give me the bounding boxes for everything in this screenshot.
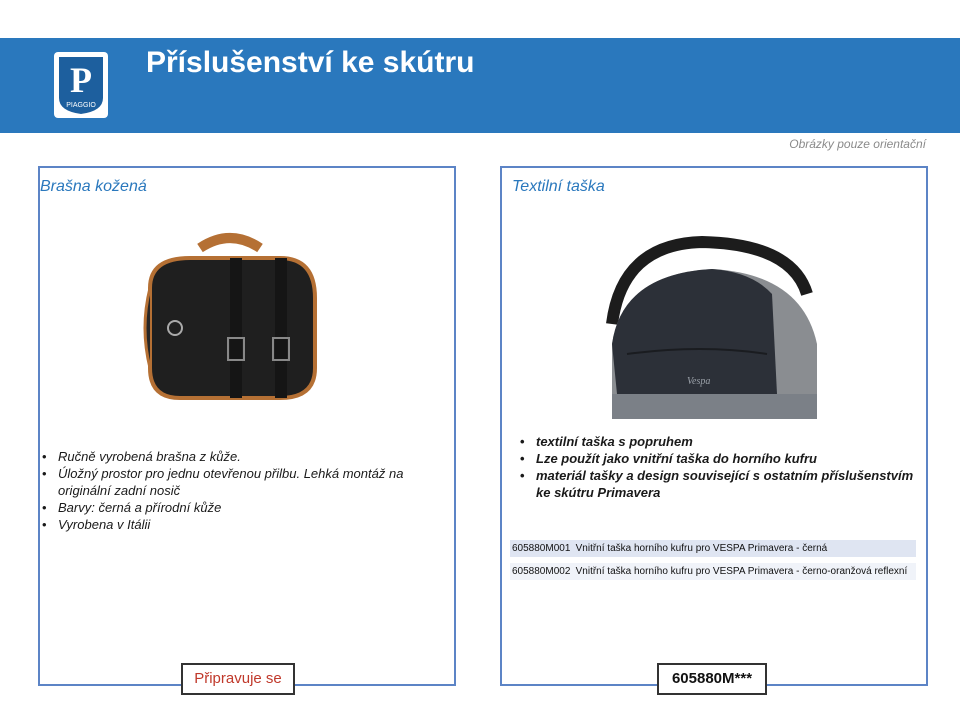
header-banner (0, 38, 960, 133)
feature-item: • Úložný prostor pro jednu otevřenou přilbu. Lehká montáž na originální zadní nosič (40, 465, 420, 499)
feature-item: • Ručně vyrobená brašna z kůže. (40, 448, 420, 465)
product-code: 605880M001 (510, 540, 574, 557)
feature-item: • Lze použít jako vnitřní taška do horního kufru (518, 450, 918, 467)
leather-bag-image (130, 228, 330, 408)
panel-title: Textilní taška (512, 178, 605, 195)
table-row (510, 540, 916, 557)
product-description: Vnitřní taška horního kufru pro VESPA Primavera - černo-oranžová reflexní (574, 563, 916, 580)
product-description: Vnitřní taška horního kufru pro VESPA Primavera - černá (574, 540, 916, 557)
page-title: Příslušenství ke skútru (146, 46, 475, 79)
logo-text: PIAGGIO (66, 102, 96, 109)
coming-soon-badge: Připravuje se (181, 663, 295, 695)
logo-letter: P (70, 60, 92, 100)
product-table (510, 540, 916, 580)
piaggio-logo (54, 52, 108, 118)
leather-bag-features (40, 448, 420, 533)
leather-bag-panel (38, 166, 456, 686)
feature-item: • textilní taška s popruhem (518, 433, 918, 450)
feature-item: • Vyrobena v Itálii (40, 516, 420, 533)
table-row (510, 563, 916, 580)
textile-bag-image (592, 234, 832, 434)
feature-item: • Barvy: černá a přírodní kůže (40, 499, 420, 516)
svg-text:Vespa: Vespa (687, 376, 711, 387)
textile-bag-panel (500, 166, 928, 686)
textile-bag-features (518, 433, 918, 501)
image-disclaimer: Obrázky pouze orientační (789, 137, 926, 151)
panel-title: Brašna kožená (40, 178, 147, 195)
feature-item: • materiál tašky a design související s ostatním příslušenstvím ke skútru Primavera (518, 467, 918, 501)
product-code: 605880M002 (510, 563, 574, 580)
product-code-badge: 605880M*** (657, 663, 767, 695)
